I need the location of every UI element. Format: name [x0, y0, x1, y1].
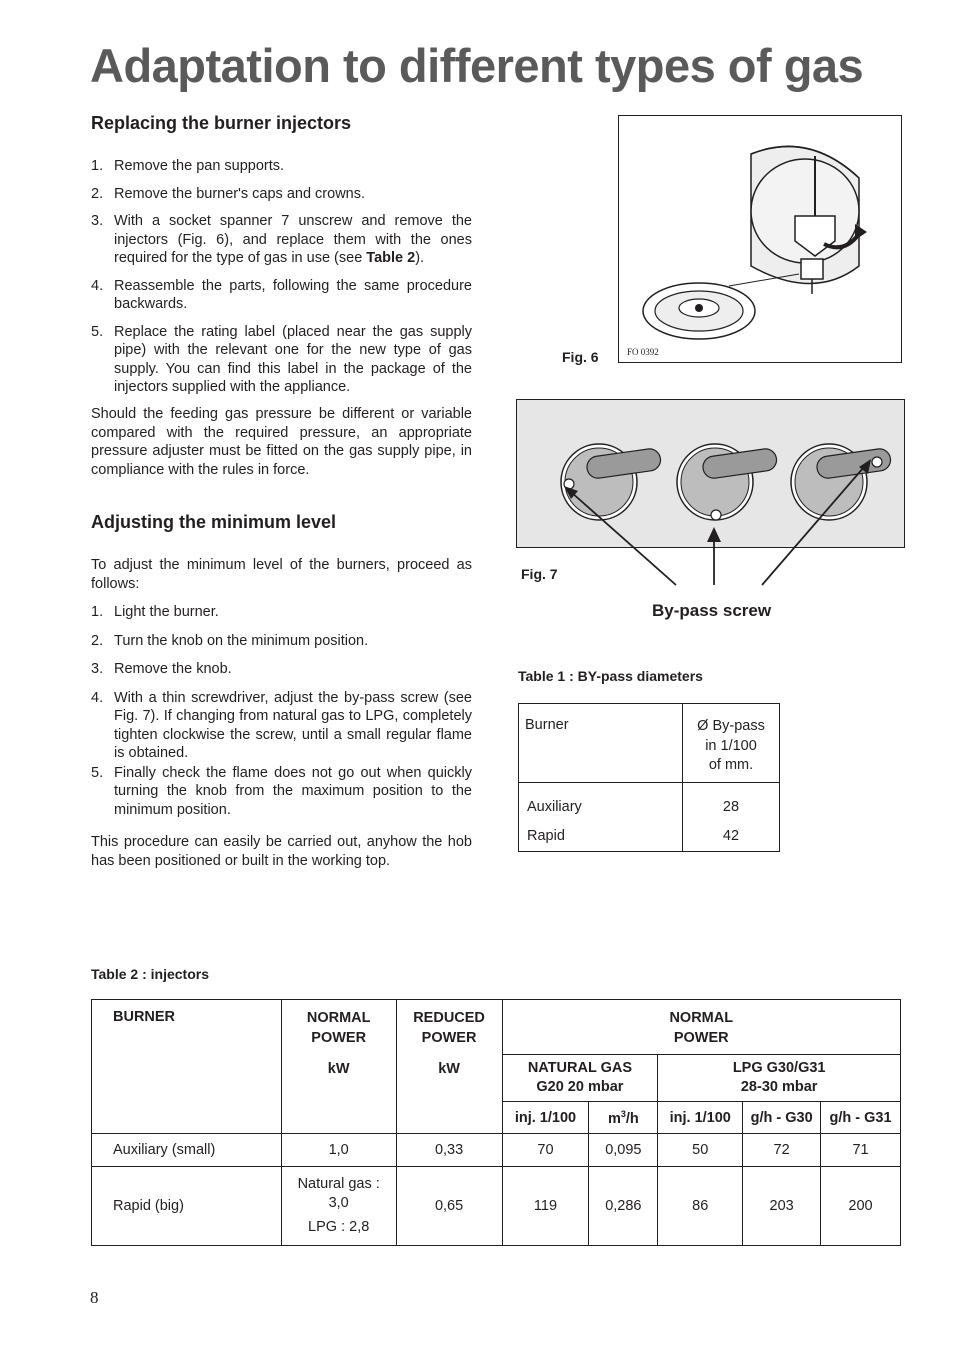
section-heading-minimum-level: Adjusting the minimum level — [91, 512, 337, 532]
procedure-note: This procedure can easily be carried out, anyhow the hob has been positioned or built in the working top. — [91, 834, 472, 869]
natural-gas-header: NATURAL GAS G20 20 mbar — [502, 1055, 658, 1102]
table-cell: 119 — [502, 1167, 589, 1246]
gh-g30-header: g/h - G30 — [743, 1102, 821, 1134]
table-cell: 50 — [658, 1134, 743, 1167]
list-item: 5. Finally check the flame does not go out when quickly turning the knob from the maximum position to the minimum position. — [91, 764, 472, 818]
table-cell: 72 — [743, 1134, 821, 1167]
table-header-row — [519, 704, 780, 783]
list-item: 3. Remove the knob. — [91, 661, 232, 677]
figure-6-label: Fig. 6 — [562, 349, 599, 365]
pressure-paragraph: Should the feeding gas pressure be different or variable compared with the required pressure, an appropriate pressure adjuster must be fitted on the gas supply pipe, in compliance with the rules in force. — [91, 406, 472, 478]
list-item: 4. With a thin screwdriver, adjust the by-pass screw (see Fig. 7). If changing from natural gas to LPG, completely tighten clockwise the screw, until a small regular flame is obtained. — [91, 689, 472, 761]
table-cell: 203 — [743, 1167, 821, 1246]
bypass-diameter-table — [518, 703, 780, 852]
list-item: 5. Replace the rating label (placed near the gas supply pipe) with the relevant one for the new type of gas supply. You can find this label in the package of the injectors supplied with the appliance. — [91, 323, 472, 395]
table-cell: 0,33 — [396, 1134, 502, 1167]
injector-steps-list — [91, 157, 472, 397]
list-item: 1. Remove the pan supports. — [91, 158, 285, 174]
injector-spanner-drawing — [619, 116, 900, 361]
table-2-caption: Table 2 : injectors — [91, 966, 209, 982]
table-cell: 86 — [658, 1167, 743, 1246]
table-cell: 0,286 — [589, 1167, 658, 1246]
normal-power-group-header: NORMAL POWER — [502, 1000, 900, 1055]
m3h-header: $m^3/h$ — [589, 1102, 658, 1134]
table-row — [519, 783, 780, 852]
inj-ng-header: inj. 1/100 — [502, 1102, 589, 1134]
normal-power-header: NORMAL POWER kW — [281, 1000, 396, 1134]
page-number: 8 — [90, 1288, 99, 1307]
table-header-cell: Ø By-pass in 1/100 of mm. — [683, 704, 780, 783]
table-row — [92, 1134, 901, 1167]
figure-6-code: FO 0392 — [627, 347, 659, 357]
figure-6-injector-illustration — [618, 115, 902, 363]
page-title: Adaptation to different types of gas — [90, 39, 864, 92]
minimum-level-intro: To adjust the minimum level of the burners, proceed as follows: — [91, 557, 472, 592]
reduced-power-header: REDUCED POWER kW — [396, 1000, 502, 1134]
table-cell: Auxiliary Rapid — [519, 783, 683, 852]
list-item: 4. Reassemble the parts, following the same procedure backwards. — [91, 277, 472, 312]
table-cell: Rapid (big) — [92, 1167, 282, 1246]
figure-7-label: Fig. 7 — [521, 566, 558, 582]
list-item: 2. Remove the burner's caps and crowns. — [91, 185, 366, 202]
table-cell: 0,65 — [396, 1167, 502, 1246]
inj-lpg-header: inj. 1/100 — [658, 1102, 743, 1134]
table-cell: 1,0 — [281, 1134, 396, 1167]
table-cell: 28 42 — [683, 783, 780, 852]
bypass-screw-callout: By-pass screw — [652, 601, 772, 620]
table-cell: 71 — [821, 1134, 901, 1167]
table-cell: 200 — [821, 1167, 901, 1246]
section-heading-injectors: Replacing the burner injectors — [91, 113, 352, 133]
gh-g31-header: g/h - G31 — [821, 1102, 901, 1134]
injectors-table — [91, 999, 901, 1246]
table-header-cell: Burner — [519, 704, 683, 783]
lpg-header: LPG G30/G31 28-30 mbar — [658, 1055, 901, 1102]
list-item: 1. Light the burner. — [91, 604, 219, 620]
list-item: 2. Turn the knob on the minimum position. — [91, 632, 369, 649]
burner-header: BURNER — [92, 1000, 282, 1134]
list-item: 3. With a socket spanner 7 unscrew and remove the injectors (Fig. 6), and replace them with the ones required for the type of gas in use (see Table 2). — [91, 213, 472, 266]
table-cell: 70 — [502, 1134, 589, 1167]
bypass-arrows — [516, 399, 905, 599]
table-1-caption: Table 1 : BY-pass diameters — [518, 668, 703, 684]
table-row — [92, 1167, 901, 1246]
table-cell: Auxiliary (small) — [92, 1134, 282, 1167]
table-cell: Natural gas : 3,0 LPG : 2,8 — [281, 1167, 396, 1246]
minimum-level-steps-list — [91, 603, 472, 819]
table-cell: 0,095 — [589, 1134, 658, 1167]
